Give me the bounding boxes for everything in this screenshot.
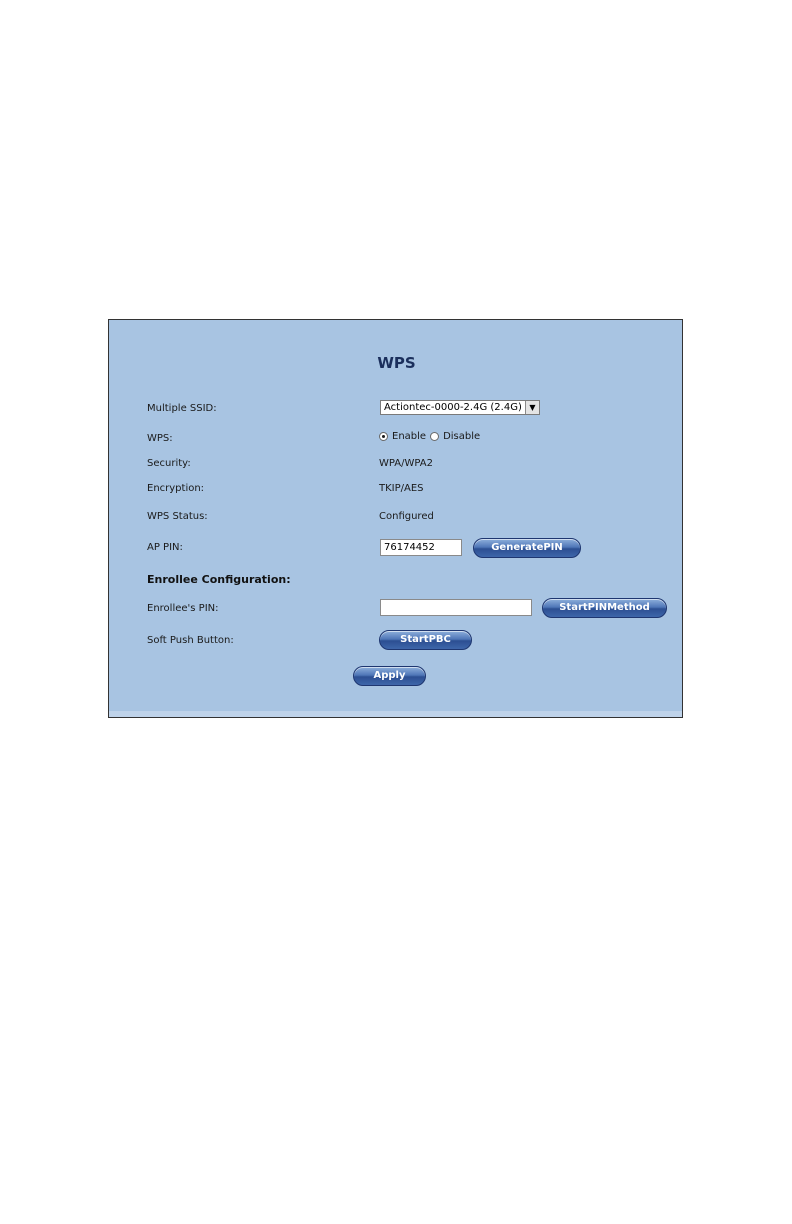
start-pin-method-button[interactable]: StartPINMethod xyxy=(542,598,667,618)
security-label: Security: xyxy=(147,458,191,469)
soft-push-button-label: Soft Push Button: xyxy=(147,635,234,646)
wps-panel xyxy=(108,319,683,718)
multiple-ssid-selected-value: Actiontec-0000-2.4G (2.4G) xyxy=(384,402,522,413)
wps-status-label: WPS Status: xyxy=(147,511,208,522)
security-value: WPA/WPA2 xyxy=(379,458,433,469)
wps-disable-radio[interactable] xyxy=(430,432,439,441)
ap-pin-input[interactable]: 76174452 xyxy=(380,539,462,556)
multiple-ssid-label: Multiple SSID: xyxy=(147,403,217,414)
page-title: WPS xyxy=(377,354,416,372)
apply-button[interactable]: Apply xyxy=(353,666,426,686)
chevron-down-icon[interactable]: ▼ xyxy=(525,401,539,414)
wps-enable-label: Enable xyxy=(392,431,427,442)
wps-disable-label: Disable xyxy=(443,431,481,442)
encryption-value: TKIP/AES xyxy=(379,483,424,494)
start-pbc-button[interactable]: StartPBC xyxy=(379,630,472,650)
wps-label: WPS: xyxy=(147,433,173,444)
enrollee-pin-label: Enrollee's PIN: xyxy=(147,603,219,614)
wps-status-value: Configured xyxy=(379,511,434,522)
encryption-label: Encryption: xyxy=(147,483,205,494)
wps-enable-radio[interactable] xyxy=(379,432,388,441)
wps-radio-group xyxy=(379,431,484,442)
ap-pin-label: AP PIN: xyxy=(147,542,183,553)
generate-pin-button[interactable]: GeneratePIN xyxy=(473,538,581,558)
panel-bottom-strip xyxy=(109,711,682,717)
enrollee-pin-input[interactable] xyxy=(380,599,532,616)
multiple-ssid-select[interactable] xyxy=(380,400,540,415)
enrollee-configuration-heading: Enrollee Configuration: xyxy=(147,573,291,586)
